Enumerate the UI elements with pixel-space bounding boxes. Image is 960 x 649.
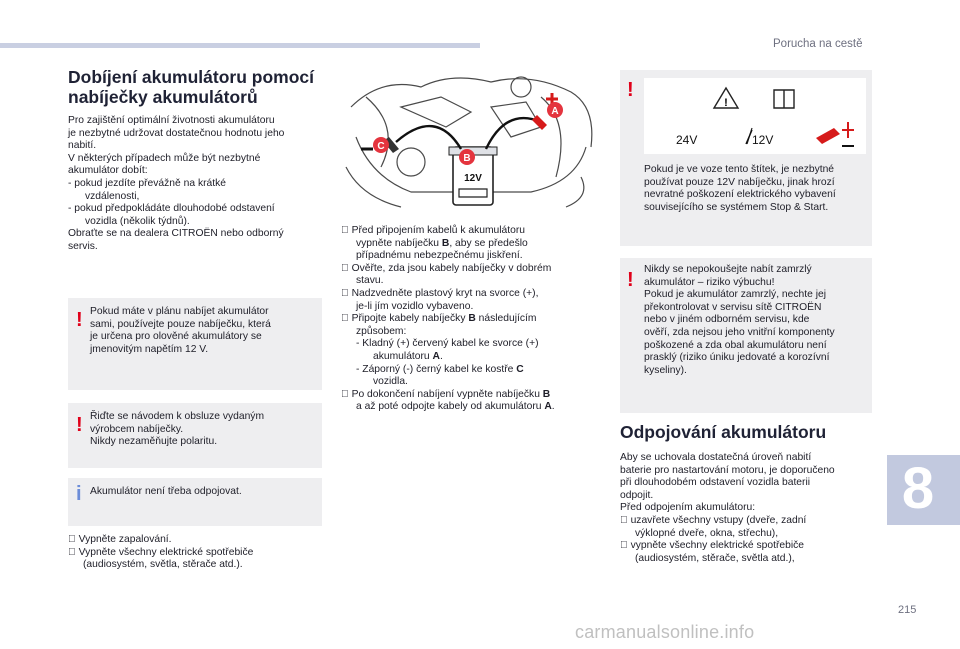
warning-icon: ! [627,79,634,101]
page-heading: Dobíjení akumulátoru pomocí nabíječky akumulátorů [68,67,314,107]
disconnect-body: Aby se uchovala dostatečná úroveň nabití baterie pro nastartování motoru, je doporučeno při dlouhodobém odstavení vozidla baterii odpojit. Před odpojením akumulátoru: uzavřete všechny vstupy (dveře, zadní výklopné dveře, okna, střechu), vypněte všechny elektrické spotřebiče (audiosystém, stěrače, světla atd.), [620,452,835,564]
page-number: 215 [898,604,917,616]
warning-icon: ! [76,414,83,436]
label-a: A [551,106,559,117]
frozen-battery-warning-box [620,258,872,413]
section-title: Porucha na cestě [773,38,863,50]
stop-start-warning-box [620,70,872,246]
label-12v: 12V [752,133,774,147]
warning-box-charger [68,298,322,390]
clamp-icon [816,128,840,144]
info-icon: i [76,483,82,505]
engine-bay-illustration [341,67,601,214]
left-steps: Vypněte zapalování. Vypněte všechny elektrické spotřebiče (audiosystém, světla, stěrače atd.). [68,534,243,571]
warning-box-polarity [68,403,322,468]
label-24v: 24V [676,133,698,147]
stop-start-text: Pokud je ve voze tento štítek, je nezbytné používat pouze 12V nabíječku, jinak hrozí nevratné poškození elektrického vybavení souvisejícího se systémem Stop & Start. [644,164,836,213]
watermark: carmanualsonline.info [575,622,755,642]
manual-book-icon [774,90,794,108]
warning-text: Pokud máte v plánu nabíjet akumulátor sami, používejte pouze nabíječku, která je určena pro olověné akumulátory se jmenovitým napětím 12 V. [90,306,271,355]
middle-steps: Před připojením kabelů k akumulátoru vypněte nabíječku B, aby se předešlo případnému nebezpečnému jiskření. Ověřte, zda jsou kabely nabíječky v dobrém stavu. Nadzvedněte plastový kryt na svorce (+), je-li jím vozidlo vybaveno. Připojte kabely nabíječky B následujícím způsobem: - Kladný (+) červený kabel ke svorce (+) akumulátoru A. - Záporný (-) černý kabel ke kostře C vozidla. Po dokončení nabíjení vypněte nabíječku B a až poté odpojte kabely od akumulátoru A. [341,225,555,413]
voltage-label-sticker [644,78,866,154]
sticker-symbols [644,78,866,154]
charger-voltage-label: 12V [464,173,482,184]
disconnect-heading: Odpojování akumulátoru [620,422,827,442]
svg-text:!: ! [724,97,728,109]
info-text: Akumulátor není třeba odpojovat. [90,486,242,497]
label-c: C [377,141,385,152]
frozen-warning-text: Nikdy se nepokoušejte nabít zamrzlý akumulátor – riziko výbuchu! Pokud je akumulátor zamrzlý, nechte jej překontrolovat v servisu sítě CITROËN nebo v jiném odborném servisu, kde ověří, zda nejsou jeho vnitřní komponenty poškozené a zda obal akumulátoru není prasklý (riziko úniku jedovaté a korozívní kyseliny). [644,264,835,376]
warning-text: Řiďte se návodem k obsluze vydaným výrobcem nabíječky. Nikdy nezaměňujte polaritu. [90,411,265,448]
intro-paragraph: Pro zajištění optimální životnosti akumulátoru je nezbytné udržovat dostatečnou hodnotu jeho nabití. V některých případech může být nezbytné akumulátor dobít: - pokud jezdíte převážně na krátké vzdálenosti, - pokud předpokládáte dlouhodobé odstavení vozidla (několik týdnů). Obraťte se na dealera CITROËN nebo odborný servis. [68,115,285,252]
charging-diagram [341,67,601,214]
chapter-number: 8 [901,456,935,521]
info-box [68,478,322,526]
warning-icon: ! [76,309,83,331]
header-bar [0,43,480,48]
warning-icon: ! [627,269,634,291]
label-b: B [463,153,471,164]
